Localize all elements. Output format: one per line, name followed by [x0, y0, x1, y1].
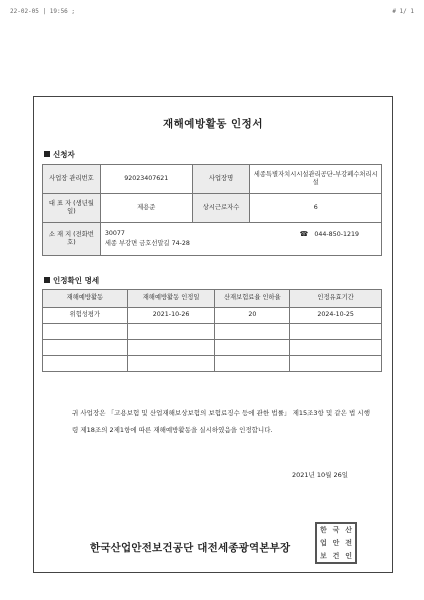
- empty-cell: [43, 324, 128, 340]
- fax-timestamp: 22-02-05 | 19:56 ;: [10, 8, 76, 15]
- representative-value: 제용준: [100, 194, 192, 223]
- empty-cell: [290, 324, 382, 340]
- issuer-name: 한국산업안전보건공단 대전세종광역본부장: [90, 542, 291, 554]
- document-title: 재해예방활동 인정서: [163, 118, 263, 130]
- empty-cell: [127, 356, 215, 372]
- table-row: [43, 165, 382, 194]
- address-value: 세종 부강면 금호선말길 74-28: [104, 239, 190, 247]
- empty-cell: [215, 324, 290, 340]
- certification-body-text: 귀 사업장은 「고용보험 및 산업재해보상보험의 보험료징수 등에 관한 법률」 제15조3항 및 같은 법 시행령 제18조의 2제1항에 따른 재해예방활동을 실시하였음을 인정합니다.: [72, 409, 370, 434]
- square-bullet-icon: [44, 151, 50, 157]
- empty-cell: [127, 324, 215, 340]
- square-bullet-icon: [44, 277, 50, 283]
- confirmation-section-title: [44, 275, 99, 286]
- business-no-label: 사업장 관리번호: [43, 165, 101, 194]
- employees-value: 6: [250, 194, 382, 223]
- phone-wrapper: [300, 230, 359, 239]
- header-activity: 재해예방활동: [43, 290, 128, 308]
- cell-approval-date: 2021-10-26: [127, 308, 215, 324]
- applicant-section-title: [44, 149, 75, 160]
- business-name-value: 세종특별자치시시설관리공단-부강폐수처리시설: [250, 165, 382, 194]
- table-row: [43, 223, 382, 256]
- fax-header: [10, 8, 414, 15]
- header-rate-reduction: 산재보험료율 인하율: [215, 290, 290, 308]
- empty-cell: [127, 340, 215, 356]
- header-valid-until: 인정유효기간: [290, 290, 382, 308]
- issue-date: 2021년 10월 26일: [291, 471, 348, 479]
- certificate-frame: [33, 96, 393, 573]
- cell-activity: 위험성평가: [43, 308, 128, 324]
- applicant-table: [42, 164, 382, 256]
- address-cell: [100, 223, 381, 256]
- representative-label: 대 표 자 (생년월일): [43, 194, 101, 223]
- cell-rate-reduction: 20: [215, 308, 290, 324]
- empty-cell: [215, 356, 290, 372]
- table-row: [43, 356, 382, 372]
- confirmation-section-label: 인정확인 명세: [53, 276, 100, 285]
- header-approval-date: 재해예방활동 인정일: [127, 290, 215, 308]
- table-row: [43, 340, 382, 356]
- confirmation-table: [42, 289, 382, 372]
- empty-cell: [43, 340, 128, 356]
- empty-cell: [43, 356, 128, 372]
- postal-code: 30077: [104, 230, 125, 238]
- address-label: 소 재 지 (전화번호): [43, 223, 101, 256]
- empty-cell: [215, 340, 290, 356]
- table-row: [43, 194, 382, 223]
- employees-label: 상시근로자수: [192, 194, 250, 223]
- business-name-label: 사업장명: [192, 165, 250, 194]
- business-no-value: 92023407621: [100, 165, 192, 194]
- official-seal: 한 국 산 업 안 전 보 건 인: [315, 522, 357, 564]
- cell-valid-until: 2024-10-25: [290, 308, 382, 324]
- table-row: [43, 308, 382, 324]
- empty-cell: [290, 340, 382, 356]
- empty-cell: [290, 356, 382, 372]
- table-header-row: [43, 290, 382, 308]
- applicant-section-label: 신청자: [53, 150, 75, 159]
- telephone-icon: ☎: [299, 230, 309, 239]
- phone-number: 044-850-1219: [314, 231, 359, 239]
- fax-page-number: # 1/ 1: [392, 8, 414, 15]
- table-row: [43, 324, 382, 340]
